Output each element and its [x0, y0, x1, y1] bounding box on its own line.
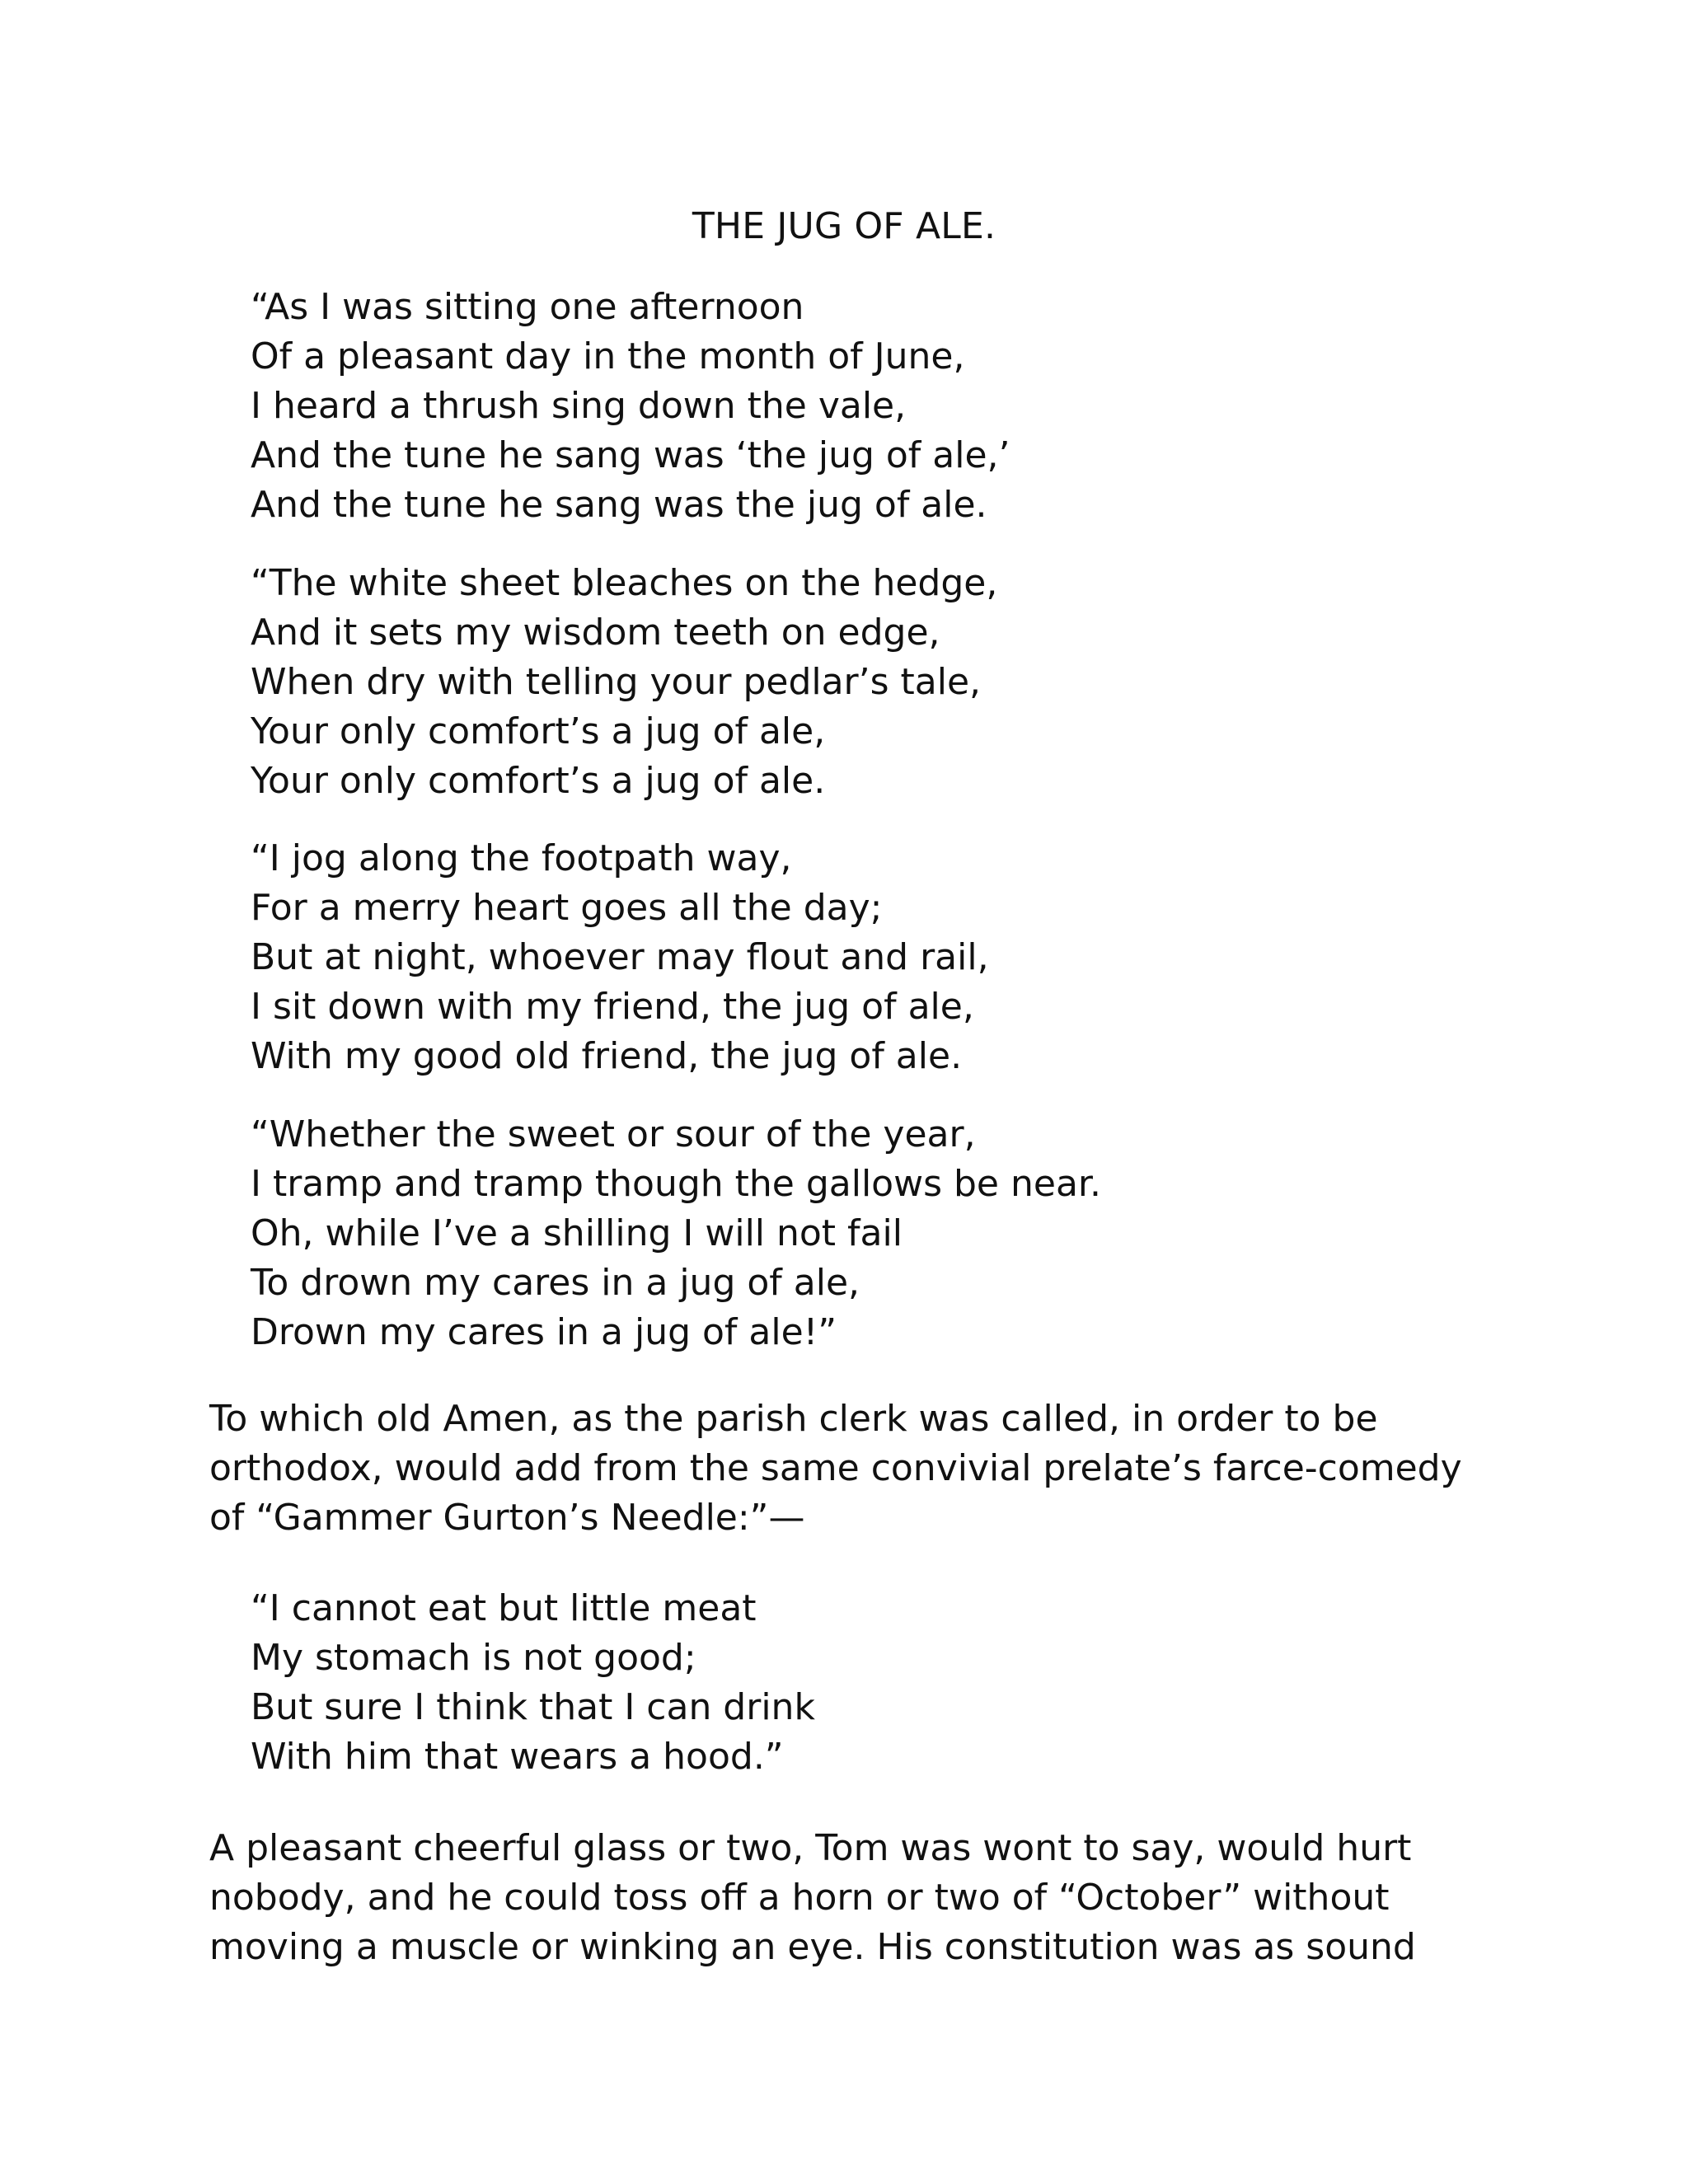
page-title: THE JUG OF ALE.: [692, 205, 996, 247]
poem-line: Drown my cares in a jug of ale!”: [251, 1311, 837, 1353]
poem-stanza-2: [251, 559, 997, 806]
poem-line: “As I was sitting one afternoon: [251, 286, 804, 328]
poem-stanza-3: [251, 834, 989, 1081]
prose-paragraph-2: [209, 1824, 1416, 1972]
poem-line: “I jog along the footpath way,: [251, 837, 792, 879]
poem-line: My stomach is not good;: [251, 1637, 696, 1679]
poem-stanza-1: [251, 283, 1010, 530]
poem-line: And the tune he sang was the jug of ale.: [251, 484, 987, 526]
prose-line: nobody, and he could toss off a horn or two of “October” without: [209, 1877, 1390, 1919]
poem-line: “The white sheet bleaches on the hedge,: [251, 562, 998, 604]
prose-line: of “Gammer Gurton’s Needle:”—: [209, 1497, 805, 1539]
poem-line: With my good old friend, the jug of ale.: [251, 1035, 963, 1077]
poem-stanza-5: [251, 1584, 815, 1782]
poem-line: Your only comfort’s a jug of ale.: [251, 760, 826, 802]
poem-line: I heard a thrush sing down the vale,: [251, 385, 907, 427]
prose-line: A pleasant cheerful glass or two, Tom was wont to say, would hurt: [209, 1827, 1412, 1869]
poem-line: When dry with telling your pedlar’s tale,: [251, 661, 982, 703]
poem-line: With him that wears a hood.”: [251, 1736, 784, 1778]
poem-line: “Whether the sweet or sour of the year,: [251, 1113, 976, 1155]
prose-line: moving a muscle or winking an eye. His constitution was as sound: [209, 1926, 1416, 1968]
poem-line: Of a pleasant day in the month of June,: [251, 335, 965, 377]
poem-line: Your only comfort’s a jug of ale,: [251, 710, 826, 752]
poem-line: I tramp and tramp though the gallows be near.: [251, 1163, 1101, 1205]
poem-line: For a merry heart goes all the day;: [251, 887, 883, 929]
poem-line: To drown my cares in a jug of ale,: [251, 1262, 860, 1304]
poem-line: But at night, whoever may flout and rail,: [251, 936, 989, 978]
prose-line: orthodox, would add from the same convivial prelate’s farce-comedy: [209, 1447, 1462, 1489]
poem-line: And the tune he sang was ‘the jug of ale,’: [251, 434, 1010, 476]
prose-line: To which old Amen, as the parish clerk was called, in order to be: [209, 1398, 1378, 1440]
poem-line: Oh, while I’ve a shilling I will not fail: [251, 1212, 903, 1254]
poem-line: But sure I think that I can drink: [251, 1686, 815, 1728]
prose-paragraph-1: [209, 1394, 1462, 1543]
poem-stanza-4: [251, 1110, 1101, 1357]
poem-line: I sit down with my friend, the jug of ale,: [251, 986, 974, 1028]
poem-line: “I cannot eat but little meat: [251, 1587, 757, 1629]
poem-line: And it sets my wisdom teeth on edge,: [251, 612, 940, 654]
